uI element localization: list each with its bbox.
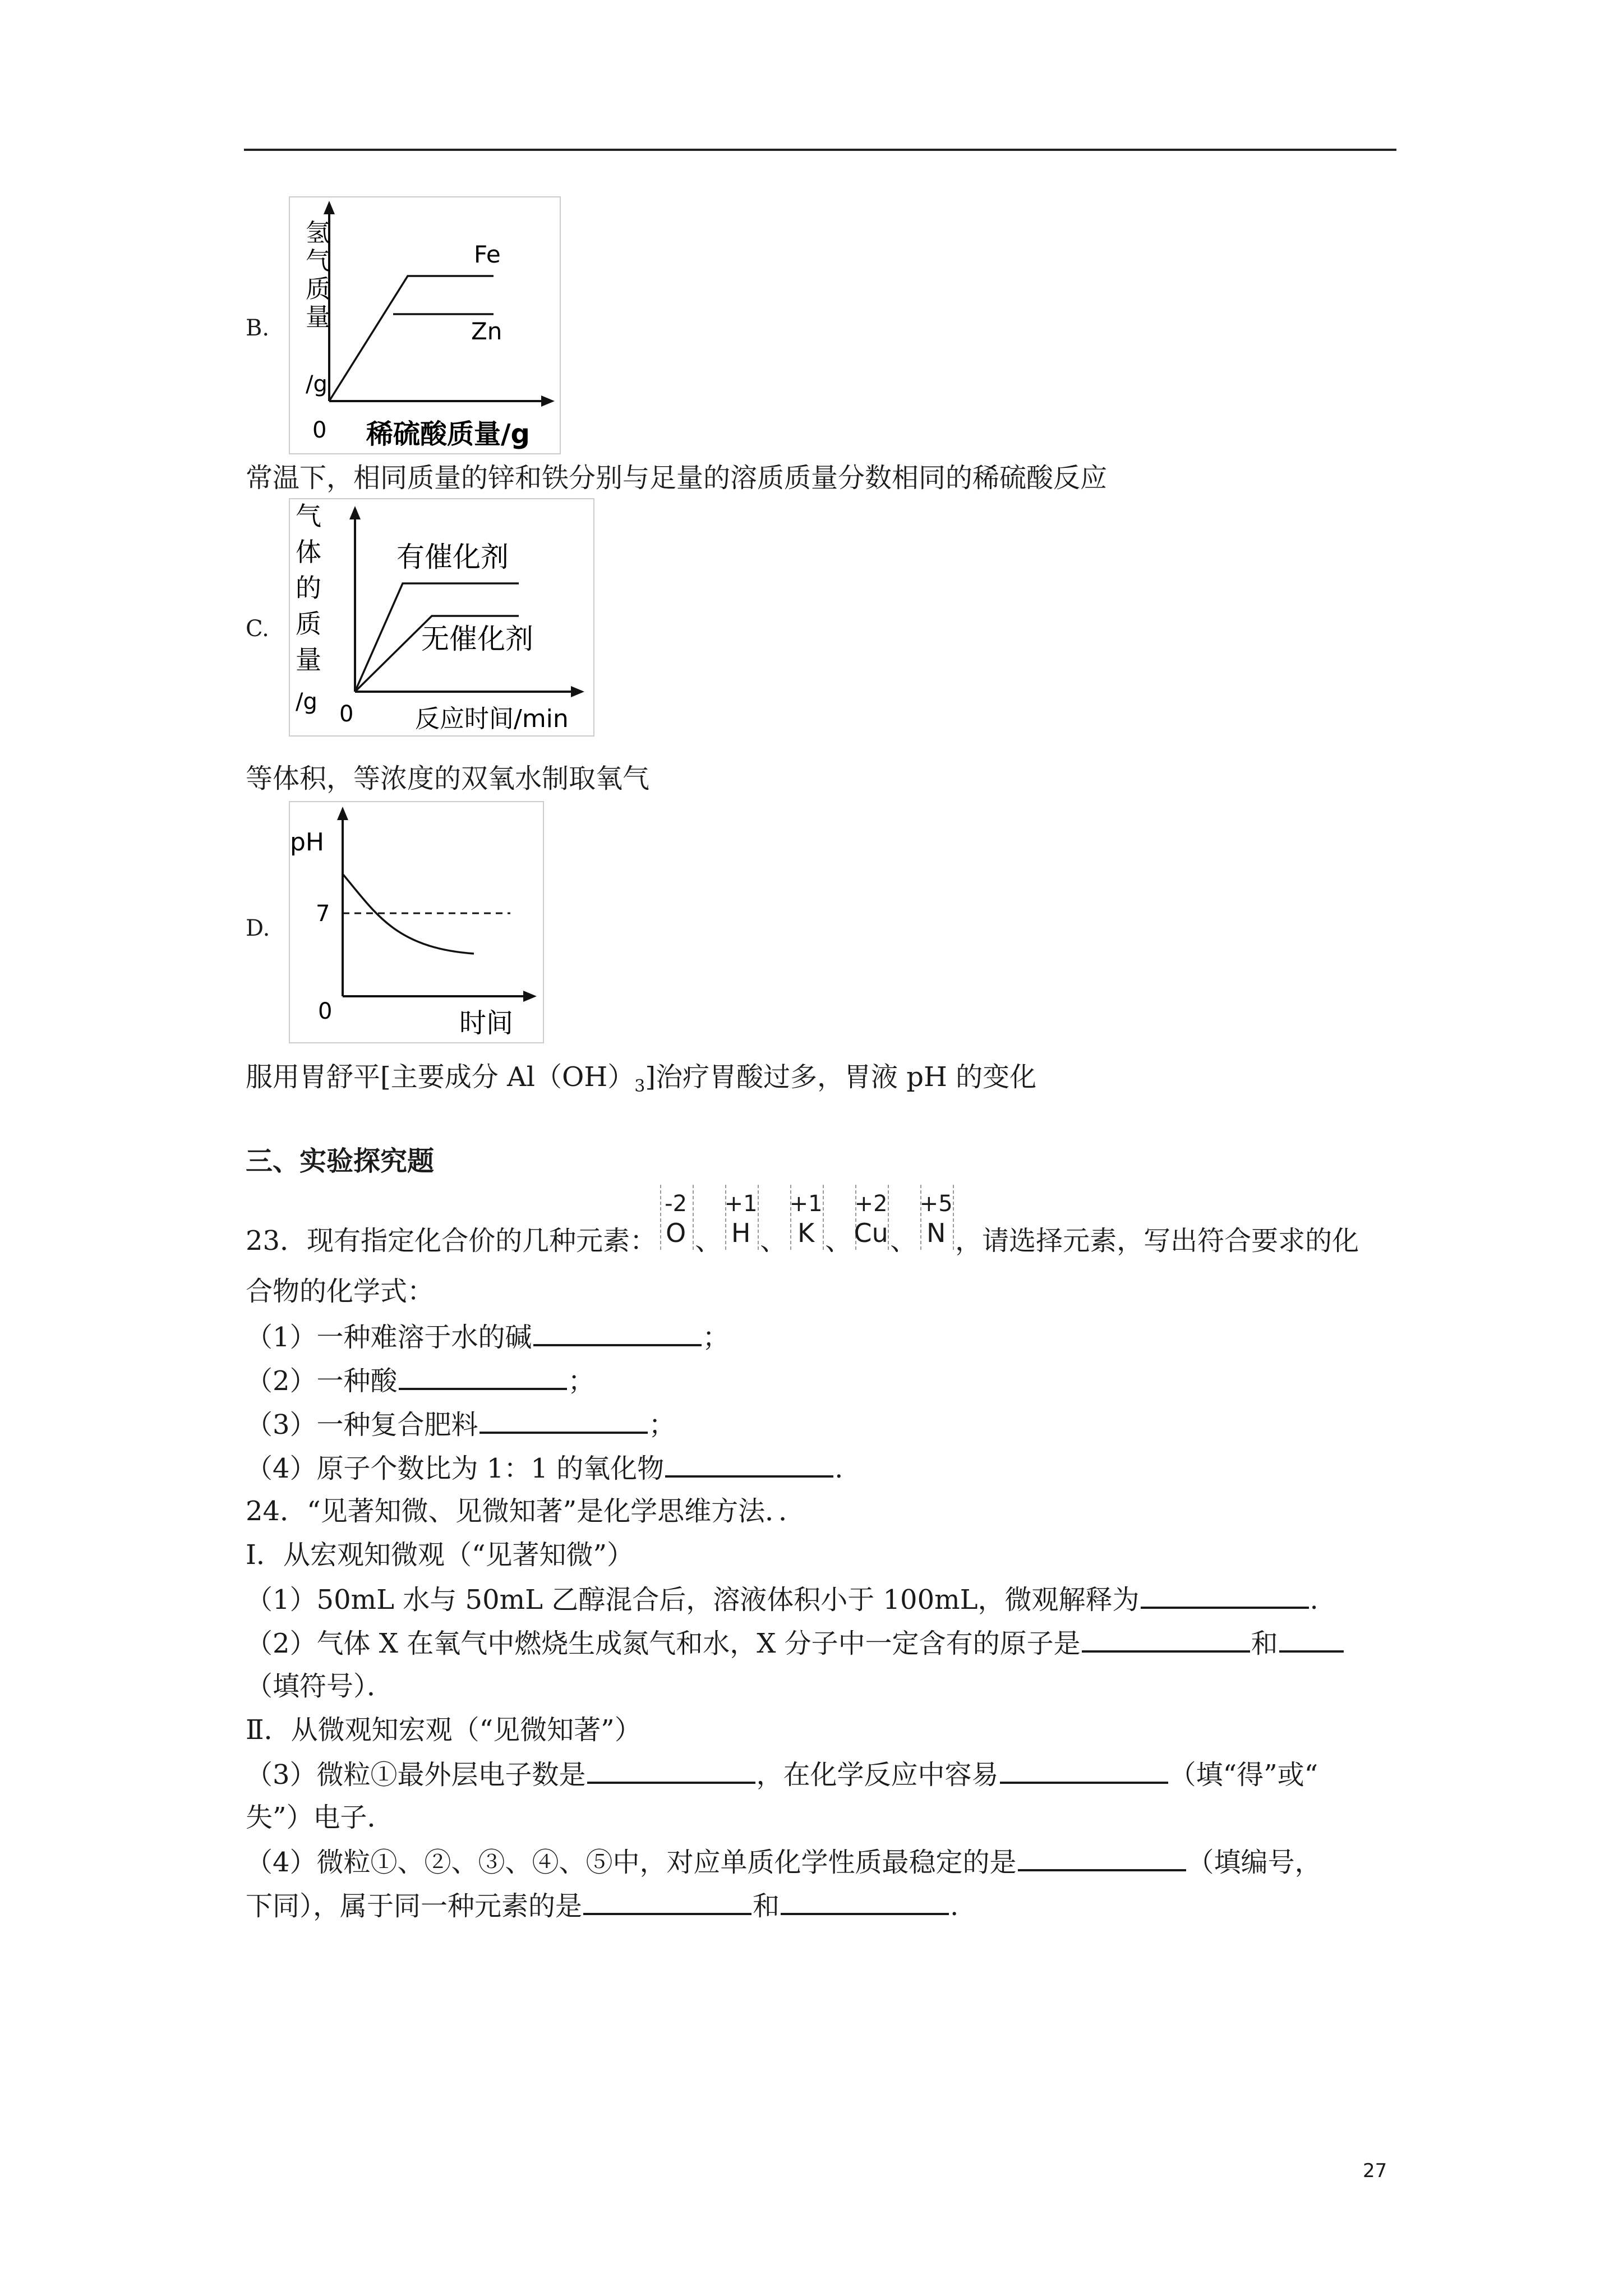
q24-part1-q2-line2: （填符号）．	[246, 1671, 394, 1702]
section-heading: 三、实验探究题	[246, 1145, 435, 1177]
q24-title: 24．“见著知微、见微知著”是化学思维方法．．	[246, 1496, 806, 1527]
header-rule	[244, 149, 1396, 151]
q23-p3-text: （3）一种复合肥料	[246, 1409, 478, 1441]
element-o: -2 O	[658, 1216, 694, 1250]
q24-part1-q2: （2）气体 X 在氧气中燃烧生成氮气和水，X 分子中一定含有的原子是 和	[246, 1626, 1345, 1660]
option-b-label: B.	[246, 315, 270, 341]
answer-blank[interactable]	[1279, 1626, 1344, 1653]
answer-blank[interactable]	[781, 1888, 949, 1915]
q23-p4-text: （4）原子个数比为 1：1 的氧化物	[246, 1453, 665, 1484]
y-label-4: 量	[296, 645, 321, 675]
q23-part1: （1）一种难溶于水的碱 ；	[246, 1319, 730, 1354]
q24-part2-heading: Ⅱ．从微观知宏观（“见微知著”）	[246, 1714, 642, 1746]
q23-p1-text: （1）一种难溶于水的碱	[246, 1322, 532, 1353]
y-label-0: 氢	[306, 219, 330, 247]
y-axis-arrow	[324, 201, 335, 214]
line-fe	[329, 276, 494, 401]
y-label-3: 质	[296, 609, 321, 639]
graph-c	[289, 498, 594, 737]
q23-p2-text: （2）一种酸	[246, 1365, 398, 1397]
q23-intro	[246, 1191, 1359, 1258]
q23-intro-pre: 23．现有指定化合价的几种元素：	[246, 1225, 657, 1257]
y-label-0: 气	[296, 501, 321, 531]
ref-value-label: 7	[316, 901, 330, 927]
option-c-caption: 等体积，等浓度的双氧水制取氧气	[246, 763, 650, 794]
separator: 、	[890, 1225, 917, 1257]
caption-pre: 服用胃舒平[主要成分 Al（OH）	[246, 1061, 635, 1093]
q24-part1-q1: （1）50mL 水与 50mL 乙醇混合后，溶液体积小于 100mL，微观解释为 .	[246, 1582, 1318, 1617]
answer-blank[interactable]	[587, 1757, 755, 1784]
answer-blank[interactable]	[1018, 1844, 1186, 1871]
q24-part2-q3-line2: 失”）电子．	[246, 1802, 394, 1833]
x-axis-arrow	[571, 686, 584, 697]
y-label-1: 气	[306, 247, 330, 275]
q24-part2-q4-line2: 下同），属于同一种元素的是 和 .	[246, 1888, 958, 1923]
q24-p4-line2-text: 下同），属于同一种元素的是	[246, 1890, 583, 1922]
page-number: 27	[1363, 2160, 1387, 2182]
q23-part4: （4）原子个数比为 1：1 的氧化物 .	[246, 1451, 843, 1485]
q24-p1-text: （1）50mL 水与 50mL 乙醇混合后，溶液体积小于 100mL，微观解释为	[246, 1584, 1140, 1616]
x-label: 稀硫酸质量/g	[366, 418, 530, 450]
q23-intro-post: ，请选择元素，写出符合要求的化	[955, 1225, 1359, 1257]
separator: 、	[695, 1225, 722, 1257]
answer-blank[interactable]	[1141, 1582, 1309, 1609]
y-label-4: /g	[306, 371, 328, 397]
q24-p4-text: （4）微粒①、②、③、④、⑤中，对应单质化学性质最稳定的是	[246, 1847, 1017, 1878]
caption-post: ]治疗胃酸过多，胃液 pH 的变化	[645, 1061, 1037, 1093]
graph-d	[289, 801, 544, 1043]
element-n: +5 N	[918, 1216, 954, 1250]
series-label-fe: Fe	[474, 241, 501, 268]
origin-label: 0	[312, 417, 327, 443]
y-label: pH	[290, 828, 325, 857]
x-label: 反应时间/min	[415, 705, 569, 733]
option-c-label: C.	[246, 616, 269, 642]
answer-blank[interactable]	[399, 1363, 567, 1390]
caption-subscript: 3	[634, 1076, 645, 1096]
option-d-label: D.	[246, 915, 270, 941]
x-label: 时间	[459, 1007, 514, 1039]
separator: 、	[825, 1225, 852, 1257]
option-d-caption	[246, 1060, 1036, 1103]
answer-blank[interactable]	[479, 1407, 648, 1434]
origin-label: 0	[339, 701, 354, 727]
series-label-without-catalyst: 无催化剂	[421, 623, 533, 655]
y-label-1: 体	[296, 537, 321, 567]
q24-part2-q3: （3）微粒①最外层电子数是 ，在化学反应中容易 （填“得”或“	[246, 1757, 1318, 1792]
separator: 、	[760, 1225, 787, 1257]
y-label-5: /g	[296, 689, 317, 715]
origin-label: 0	[318, 999, 333, 1024]
q24-p2-text: （2）气体 X 在氧气中燃烧生成氮气和水，X 分子中一定含有的原子是	[246, 1628, 1081, 1659]
y-label-3: 量	[306, 303, 330, 332]
q24-part1-heading: Ⅰ．从宏观知微观（“见著知微”）	[246, 1539, 634, 1571]
answer-blank[interactable]	[583, 1888, 751, 1915]
q24-part2-q4: （4）微粒①、②、③、④、⑤中，对应单质化学性质最稳定的是 （填编号，	[246, 1844, 1322, 1879]
x-axis-arrow	[541, 395, 555, 407]
answer-blank[interactable]	[533, 1319, 702, 1346]
q23-part3: （3）一种复合肥料 ；	[246, 1407, 676, 1442]
series-label-with-catalyst: 有催化剂	[396, 541, 509, 573]
option-b-caption: 常温下，相同质量的锌和铁分别与足量的溶质质量分数相同的稀硫酸反应	[246, 462, 1108, 494]
graph-b	[289, 196, 561, 454]
series-label-zn: Zn	[471, 318, 502, 345]
answer-blank[interactable]	[1082, 1626, 1250, 1653]
q23-part2: （2）一种酸 ；	[246, 1363, 595, 1398]
y-axis-arrow	[337, 807, 348, 820]
y-label-2: 质	[306, 275, 330, 303]
q24-p3-text: （3）微粒①最外层电子数是	[246, 1759, 586, 1791]
element-h: +1 H	[723, 1216, 759, 1250]
y-label-2: 的	[296, 573, 321, 603]
q23-intro-line2: 合物的化学式：	[246, 1276, 435, 1307]
element-cu: +2 Cu	[853, 1216, 889, 1250]
x-axis-arrow	[523, 991, 537, 1002]
answer-blank[interactable]	[1000, 1757, 1168, 1784]
answer-blank[interactable]	[665, 1451, 833, 1478]
element-k: +1 K	[788, 1216, 824, 1250]
y-axis-arrow	[349, 506, 361, 519]
